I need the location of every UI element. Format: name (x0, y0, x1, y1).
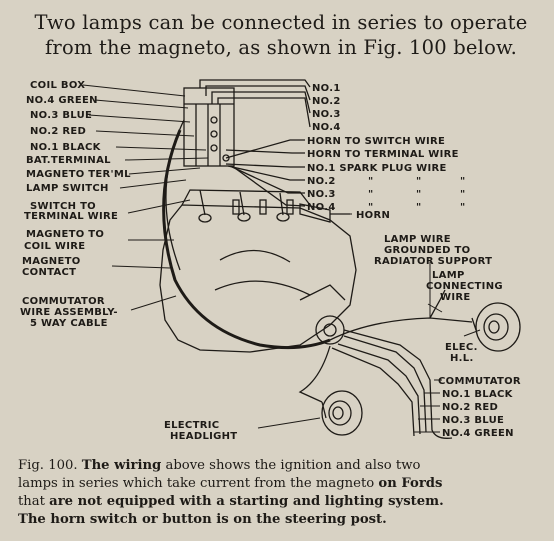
label-r-no1-black: NO.1 BLACK (442, 389, 513, 400)
caption-line-2 (18, 475, 548, 493)
left-labels (20, 80, 131, 329)
label-no4-green: NO.4 GREEN (26, 95, 98, 106)
label-no3-blue: NO.3 BLUE (30, 110, 93, 121)
caption-fig-number: Fig. 100. (18, 458, 78, 473)
ditto-mark: " (368, 202, 374, 213)
left-leader-lines (83, 85, 208, 310)
label-lamp-wire: LAMP WIRE (384, 234, 451, 245)
label-r-no1: NO.1 (312, 83, 341, 94)
label-grounded-to: GROUNDED TO (384, 245, 471, 256)
right-labels (164, 83, 521, 442)
label-electric: ELECTRIC (164, 420, 220, 431)
label-no1-spark-plug-wire: NO.1 SPARK PLUG WIRE (307, 163, 447, 174)
label-hl: H.L. (450, 353, 474, 364)
label-horn-to-terminal-wire: HORN TO TERMINAL WIRE (307, 149, 459, 160)
label-connecting: CONNECTING (426, 281, 503, 292)
engine-block-shape (160, 205, 356, 352)
ditto-mark: " (368, 189, 374, 200)
intro-line-2: from the magneto, as shown in Fig. 100 below. (45, 36, 517, 59)
ditto-mark: " (416, 176, 422, 187)
caption-bold-2: on Fords (378, 476, 443, 491)
intro-line-1: Two lamps can be connected in series to operate (34, 11, 528, 34)
label-lamp: LAMP (432, 270, 465, 281)
label-commutator-left: COMMUTATOR (22, 296, 105, 307)
ditto-mark: " (416, 189, 422, 200)
caption-line-4 (18, 511, 548, 529)
label-r-no4: NO.4 (312, 122, 341, 133)
label-horn-to-switch-wire: HORN TO SWITCH WIRE (307, 136, 446, 147)
label-plug-no3: NO.3 (307, 189, 336, 200)
label-coil-wire: COIL WIRE (24, 241, 86, 252)
label-magneto-terml: MAGNETO TER'ML (26, 169, 131, 180)
label-r-no2: NO.2 (312, 96, 341, 107)
label-5-way-cable: 5 WAY CABLE (30, 318, 108, 329)
label-coil-box: COIL BOX (30, 80, 86, 91)
label-wire-assembly: WIRE ASSEMBLY- (20, 307, 118, 318)
ditto-mark: " (460, 176, 466, 187)
label-plug-no4: NO.4 (307, 202, 336, 213)
label-no1-black: NO.1 BLACK (30, 142, 101, 153)
label-bat-terminal: BAT.TERMINAL (26, 155, 111, 166)
caption-bold-4: The horn switch or button is on the steering post. (18, 512, 387, 527)
caption-line-3 (18, 493, 548, 511)
ditto-mark: " (368, 176, 374, 187)
label-plug-no2: NO.2 (307, 176, 336, 187)
label-wire: WIRE (440, 292, 471, 303)
ditto-mark: " (460, 202, 466, 213)
label-commutator-right: COMMUTATOR (438, 376, 521, 387)
caption-bold-3: are not equipped with a starting and lighting system. (49, 494, 444, 509)
caption-line-1 (18, 457, 548, 475)
label-magneto-to: MAGNETO TO (26, 229, 105, 240)
label-lamp-switch: LAMP SWITCH (26, 183, 109, 194)
label-radiator-support: RADIATOR SUPPORT (374, 256, 493, 267)
label-elec: ELEC. (445, 342, 478, 353)
coil-box-shape (184, 88, 234, 166)
ditto-mark: " (460, 189, 466, 200)
label-terminal-wire: TERMINAL WIRE (24, 211, 119, 222)
label-magneto: MAGNETO (22, 256, 81, 267)
caption-text-2: lamps in series which take current from the magneto (18, 476, 375, 491)
label-r-no3-blue: NO.3 BLUE (442, 415, 505, 426)
label-contact: CONTACT (22, 267, 77, 278)
caption-bold-1: The wiring (81, 458, 162, 473)
label-r-no4-green: NO.4 GREEN (442, 428, 514, 439)
figure-caption (18, 457, 548, 529)
label-r-no2-red: NO.2 RED (442, 402, 499, 413)
label-horn: HORN (356, 210, 391, 221)
label-r-no3: NO.3 (312, 109, 341, 120)
label-headlight: HEADLIGHT (170, 431, 238, 442)
label-switch-to: SWITCH TO (30, 201, 96, 212)
label-no2-red: NO.2 RED (30, 126, 87, 137)
caption-text-1: above shows the ignition and also two (165, 458, 421, 473)
caption-text-3: that (18, 494, 45, 509)
ditto-mark: " (416, 202, 422, 213)
